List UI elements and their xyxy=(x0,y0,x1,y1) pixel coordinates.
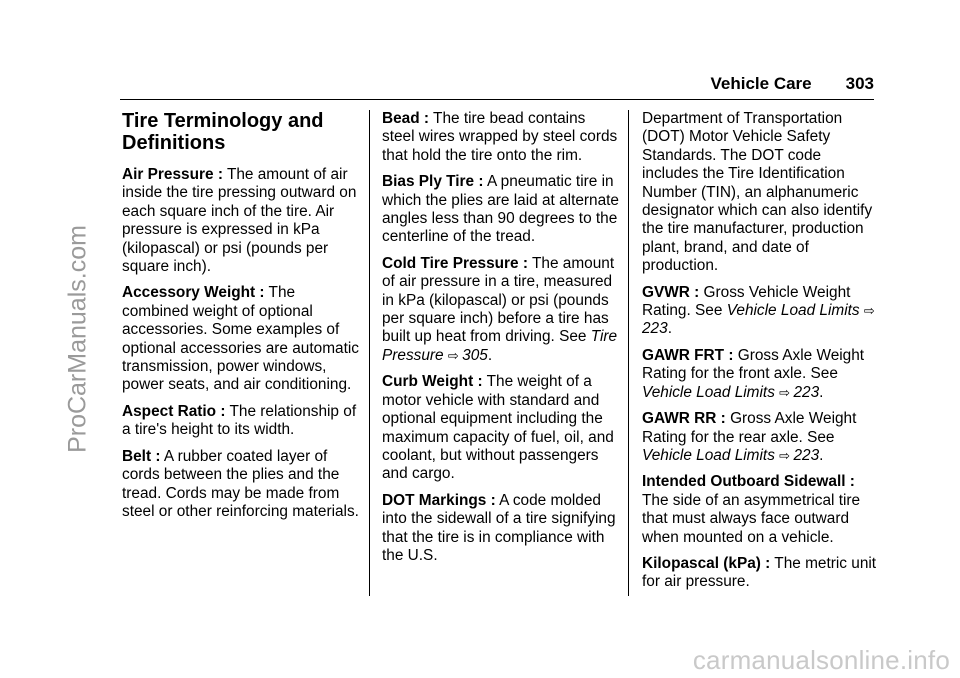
definition-entry xyxy=(382,173,620,247)
definition-list xyxy=(122,166,360,521)
column-2 xyxy=(382,110,620,573)
cross-reference-page[interactable]: 223 xyxy=(793,383,820,401)
definition-term: Intended Outboard Sidewall : xyxy=(642,473,855,491)
definition-end: . xyxy=(819,383,824,401)
definition-text: The combined weight of optional accessories. Some examples of optional accessories are automatic transmission, power windows, power seats, and air conditioning. xyxy=(122,284,359,394)
definition-entry xyxy=(122,403,360,440)
definition-end: . xyxy=(487,346,493,364)
running-header xyxy=(120,74,874,94)
cross-reference-link[interactable]: Vehicle Load Limits xyxy=(642,446,775,464)
definition-end: . xyxy=(667,320,672,338)
definition-term: GAWR FRT : xyxy=(642,346,734,364)
page-reference-arrow-icon: ⇨ xyxy=(447,347,459,363)
column-divider xyxy=(369,110,370,596)
definition-term: GVWR : xyxy=(642,283,700,301)
definition-term: DOT Markings : xyxy=(382,491,496,509)
column-divider xyxy=(628,110,629,596)
definition-entry xyxy=(382,255,620,365)
cross-reference-link[interactable]: Vehicle Load Limits xyxy=(642,383,775,401)
definition-term: Accessory Weight : xyxy=(122,284,265,302)
definition-text: The relationship of a tire's height to its width. xyxy=(122,402,357,439)
definition-term: Kilopascal (kPa) : xyxy=(642,554,771,572)
definition-term: Bias Ply Tire : xyxy=(382,173,484,191)
definition-entry xyxy=(382,110,620,165)
column-1 xyxy=(122,110,360,529)
definition-text: Gross Vehicle Weight Rating. See xyxy=(642,283,851,320)
definition-list xyxy=(642,110,880,592)
definition-entry xyxy=(642,284,880,339)
side-watermark: ProCarManuals.com xyxy=(63,225,92,453)
page-reference-arrow-icon: ⇨ xyxy=(779,384,791,400)
definition-text: The amount of air pressure in a tire, measured in kPa (kilopascal) or psi (pounds per square inch) before a tire has built up heat from driving. See xyxy=(382,254,615,346)
definition-term: Belt : xyxy=(122,447,161,465)
definition-term: Bead : xyxy=(382,110,430,127)
definition-entry xyxy=(642,555,880,592)
definition-entry xyxy=(122,284,360,394)
definition-entry xyxy=(642,347,880,402)
page-reference-arrow-icon: ⇨ xyxy=(779,447,791,463)
definition-term: Air Pressure : xyxy=(122,166,223,183)
definition-entry xyxy=(642,410,880,465)
definition-term: Aspect Ratio : xyxy=(122,402,226,420)
header-section-title: Vehicle Care xyxy=(710,74,812,93)
definition-list xyxy=(382,110,620,565)
cross-reference-page[interactable]: 305 xyxy=(462,346,488,364)
definition-text: The tire bead contains steel wires wrapped by steel cords that hold the tire onto the rim. xyxy=(382,110,618,164)
definition-text: A pneumatic tire in which the plies are laid at alternate angles less than 90 degrees to the centerline of the tread. xyxy=(382,173,619,246)
definition-text: A rubber coated layer of cords between the plies and the tread. Cords may be made from steel or other reinforcing materials. xyxy=(122,447,359,520)
definition-term: Curb Weight : xyxy=(382,373,483,391)
definition-entry xyxy=(642,110,880,276)
definition-text: The metric unit for air pressure. xyxy=(642,554,877,591)
definition-entry xyxy=(382,492,620,566)
header-rule xyxy=(120,99,874,100)
definition-entry xyxy=(642,473,880,547)
definition-text: The weight of a motor vehicle with standard and optional equipment including the maximum capacity of fuel, oil, and coolant, but without passengers and cargo. xyxy=(382,373,614,483)
cross-reference-link[interactable]: Tire Pressure xyxy=(382,328,618,364)
definition-text: Department of Transportation (DOT) Motor Vehicle Safety Standards. The DOT code includes the Tire Identification Number (TIN), an alphanumeric designator which can also identify the tire manufacturer, production plant, brand, and date of production. xyxy=(642,110,873,275)
definition-entry xyxy=(382,373,620,483)
cross-reference-link[interactable]: Vehicle Load Limits xyxy=(726,302,860,320)
definition-text: The side of an asymmetrical tire that must always face outward when mounted on a vehicle. xyxy=(642,491,861,546)
bottom-watermark: carmanualsonline.info xyxy=(692,645,950,675)
definition-entry xyxy=(122,166,360,276)
cross-reference-page[interactable]: 223 xyxy=(642,320,668,338)
definition-text: A code molded into the sidewall of a tire signifying that the tire is in compliance with the U.S. xyxy=(382,491,616,564)
definition-term: GAWR RR : xyxy=(642,410,726,428)
definition-text: Gross Axle Weight Rating for the rear axle. See xyxy=(642,410,857,446)
header-page-number: 303 xyxy=(845,74,874,93)
definition-text: The amount of air inside the tire pressing outward on each square inch of the tire. Air pressure is expressed in kPa (kilopascal) or psi (pounds per square inch). xyxy=(122,166,357,276)
cross-reference-page[interactable]: 223 xyxy=(793,446,820,464)
column-3 xyxy=(642,110,880,600)
definition-end: . xyxy=(819,446,824,464)
definition-term: Cold Tire Pressure : xyxy=(382,254,528,272)
definition-text: Gross Axle Weight Rating for the front axle. See xyxy=(642,346,865,383)
definition-entry xyxy=(122,448,360,522)
section-title: Tire Terminology and Definitions xyxy=(122,110,324,154)
page-reference-arrow-icon: ⇨ xyxy=(863,303,875,319)
